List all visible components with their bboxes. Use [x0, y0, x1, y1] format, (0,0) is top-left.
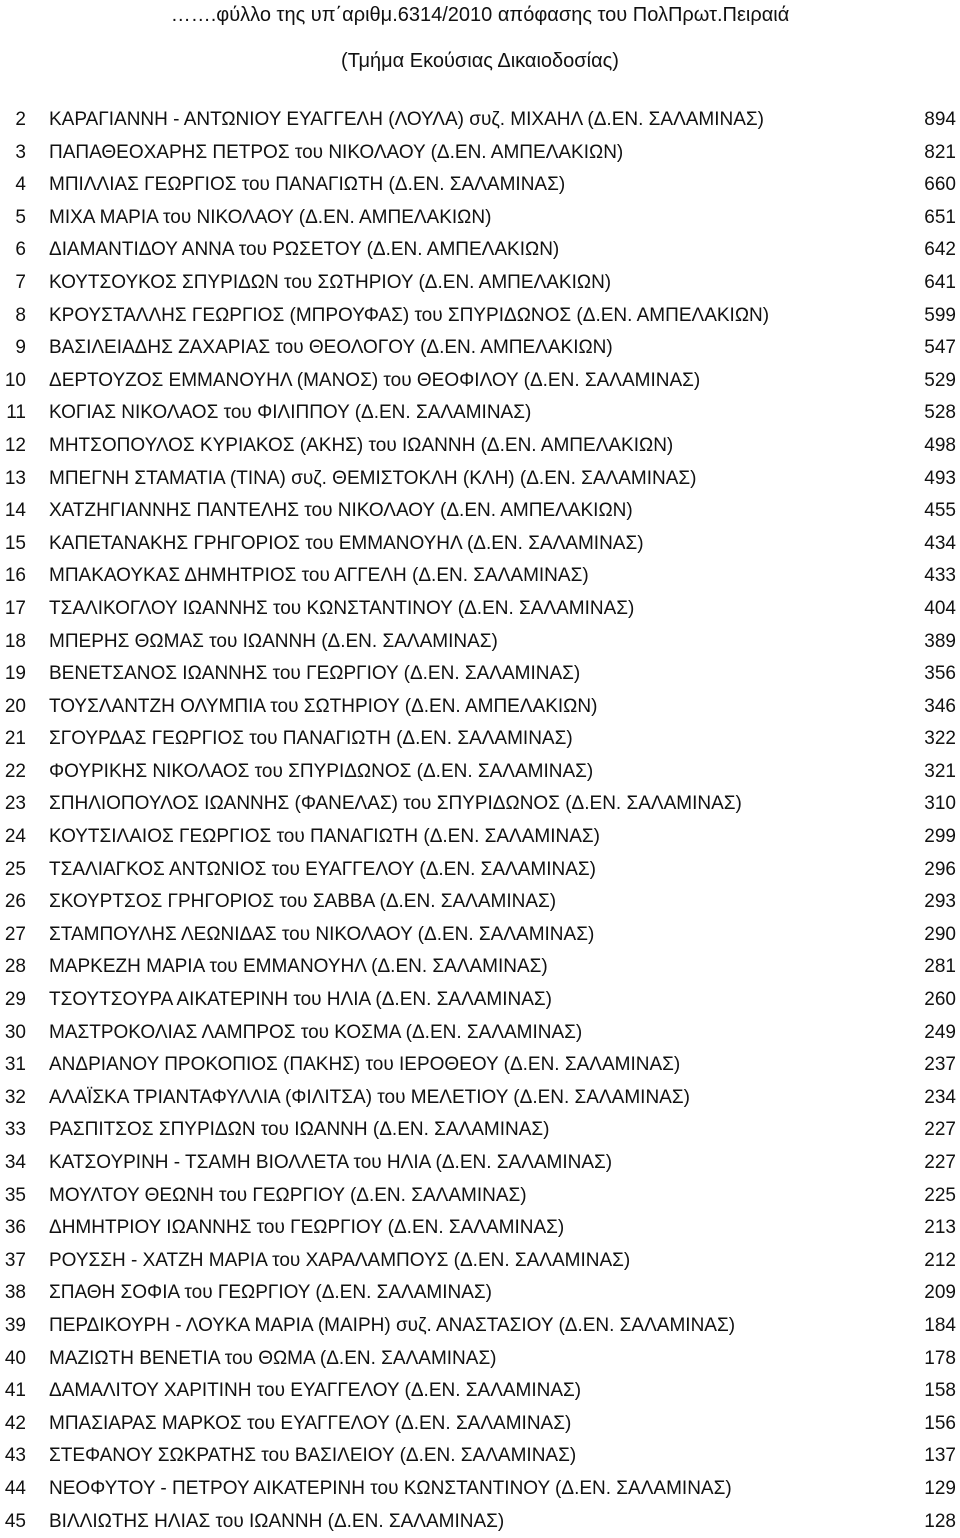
candidate-votes: 209: [924, 1282, 956, 1304]
candidate-votes: 321: [924, 760, 956, 782]
candidate-votes: 129: [924, 1477, 956, 1499]
list-item: [0, 788, 960, 821]
candidate-name: ΠΑΠΑΘΕΟΧΑΡΗΣ ΠΕΤΡΟΣ του ΝΙΚΟΛΑΟΥ (Δ.ΕΝ. ΑΜΠΕΛΑΚΙΩΝ): [49, 141, 624, 163]
candidate-rank: 23: [4, 793, 26, 815]
candidate-rank: 26: [4, 891, 26, 913]
list-item: [0, 560, 960, 593]
candidate-votes: 498: [924, 434, 956, 456]
list-item: [0, 1506, 960, 1538]
candidate-name: ΜΠΑΚΑΟΥΚΑΣ ΔΗΜΗΤΡΙΟΣ του ΑΓΓΕΛΗ (Δ.ΕΝ. ΣΑΛΑΜΙΝΑΣ): [49, 565, 589, 587]
candidate-name: ΒΑΣΙΛΕΙΑΔΗΣ ΖΑΧΑΡΙΑΣ του ΘΕΟΛΟΓΟΥ (Δ.ΕΝ. ΑΜΠΕΛΑΚΙΩΝ): [49, 337, 613, 359]
candidate-votes: 404: [924, 597, 956, 619]
candidate-votes: 178: [924, 1347, 956, 1369]
list-item: [0, 1114, 960, 1147]
candidate-votes: 234: [924, 1086, 956, 1108]
document-header-reference: …….φύλλο της υπ΄αριθμ.6314/2010 απόφασης του ΠολΠρωτ.Πειραιά: [170, 4, 790, 26]
list-item: [0, 397, 960, 430]
candidate-name: ΝΕΟΦΥΤΟΥ - ΠΕΤΡΟΥ ΑΙΚΑΤΕΡΙΝΗ του ΚΩΝΣΤΑΝΤΙΝΟΥ (Δ.ΕΝ. ΣΑΛΑΜΙΝΑΣ): [49, 1477, 732, 1499]
candidate-rank: 44: [4, 1477, 26, 1499]
candidate-votes: 128: [924, 1510, 956, 1532]
list-item: [0, 137, 960, 170]
candidate-name: ΒΕΝΕΤΣΑΝΟΣ ΙΩΑΝΝΗΣ του ΓΕΩΡΓΙΟΥ (Δ.ΕΝ. ΣΑΛΑΜΙΝΑΣ): [49, 663, 581, 685]
candidate-rank: 32: [4, 1086, 26, 1108]
list-item: [0, 1212, 960, 1245]
candidate-name: ΣΤΑΜΠΟΥΛΗΣ ΛΕΩΝΙΔΑΣ του ΝΙΚΟΛΑΟΥ (Δ.ΕΝ. ΣΑΛΑΜΙΝΑΣ): [49, 923, 595, 945]
candidate-rank: 40: [4, 1347, 26, 1369]
candidate-name: ΔΑΜΑΛΙΤΟΥ ΧΑΡΙΤΙΝΗ του ΕΥΑΓΓΕΛΟΥ (Δ.ΕΝ. ΣΑΛΑΜΙΝΑΣ): [49, 1380, 582, 1402]
candidate-name: ΜΙΧΑ ΜΑΡΙΑ του ΝΙΚΟΛΑΟΥ (Δ.ΕΝ. ΑΜΠΕΛΑΚΙΩΝ): [49, 206, 492, 228]
list-item: [0, 528, 960, 561]
candidate-name: ΜΟΥΛΤΟΥ ΘΕΩΝΗ του ΓΕΩΡΓΙΟΥ (Δ.ΕΝ. ΣΑΛΑΜΙΝΑΣ): [49, 1184, 527, 1206]
candidate-votes: 213: [924, 1217, 956, 1239]
candidate-name: ΚΑΠΕΤΑΝΑΚΗΣ ΓΡΗΓΟΡΙΟΣ του ΕΜΜΑΝΟΥΗΛ (Δ.ΕΝ. ΣΑΛΑΜΙΝΑΣ): [49, 532, 644, 554]
candidate-rank: 7: [15, 271, 26, 293]
candidate-rank: 34: [4, 1152, 26, 1173]
candidate-votes: 547: [924, 337, 956, 359]
candidate-rank: 43: [4, 1445, 26, 1467]
list-item: [0, 104, 960, 137]
list-item: [0, 495, 960, 528]
candidate-name: ΦΟΥΡΙΚΗΣ ΝΙΚΟΛΑΟΣ του ΣΠΥΡΙΔΩΝΟΣ (Δ.ΕΝ. ΣΑΛΑΜΙΝΑΣ): [49, 760, 594, 782]
candidate-name: ΔΙΑΜΑΝΤΙΔΟΥ ΑΝΝΑ του ΡΩΣΕΤΟΥ (Δ.ΕΝ. ΑΜΠΕΛΑΚΙΩΝ): [49, 239, 560, 261]
candidate-votes: 281: [924, 956, 956, 978]
candidate-rank: 4: [15, 174, 26, 196]
candidate-name: ΤΣΑΛΙΚΟΓΛΟΥ ΙΩΑΝΝΗΣ του ΚΩΝΣΤΑΝΤΙΝΟΥ (Δ.ΕΝ. ΣΑΛΑΜΙΝΑΣ): [49, 597, 635, 619]
candidate-rank: 10: [4, 369, 26, 391]
list-item: [0, 300, 960, 333]
candidate-votes: 651: [924, 206, 956, 228]
list-item: [0, 854, 960, 887]
candidate-votes: 434: [924, 532, 956, 554]
list-item: [0, 1245, 960, 1278]
list-item: [0, 1375, 960, 1408]
list-item: [0, 1017, 960, 1050]
candidate-votes: 455: [924, 500, 956, 522]
candidate-rank: 8: [15, 304, 26, 326]
document-header-department: (Τμήμα Εκούσιας Δικαιοδοσίας): [341, 50, 619, 72]
candidate-votes: 310: [924, 793, 956, 815]
candidate-rank: 12: [4, 434, 26, 456]
candidate-name: ΡΟΥΣΣΗ - ΧΑΤΖΗ ΜΑΡΙΑ του ΧΑΡΑΛΑΜΠΟΥΣ (Δ.ΕΝ. ΣΑΛΑΜΙΝΑΣ): [49, 1249, 631, 1271]
candidate-name: ΜΑΡΚΕΖΗ ΜΑΡΙΑ του ΕΜΜΑΝΟΥΗΛ (Δ.ΕΝ. ΣΑΛΑΜΙΝΑΣ): [49, 956, 548, 978]
candidate-votes: 290: [924, 923, 956, 945]
candidate-name: ΚΑΤΣΟΥΡΙΝΗ - ΤΣΑΜΗ ΒΙΟΛΛΕΤΑ του ΗΛΙΑ (Δ.ΕΝ. ΣΑΛΑΜΙΝΑΣ): [49, 1152, 613, 1173]
candidate-rank: 24: [4, 826, 26, 848]
candidate-votes: 158: [924, 1380, 956, 1402]
candidate-name: ΔΗΜΗΤΡΙΟΥ ΙΩΑΝΝΗΣ του ΓΕΩΡΓΙΟΥ (Δ.ΕΝ. ΣΑΛΑΜΙΝΑΣ): [49, 1217, 565, 1239]
candidate-rank: 37: [4, 1249, 26, 1271]
candidate-name: ΡΑΣΠΙΤΣΟΣ ΣΠΥΡΙΔΩΝ του ΙΩΑΝΝΗ (Δ.ΕΝ. ΣΑΛΑΜΙΝΑΣ): [49, 1119, 550, 1141]
candidate-rank: 11: [6, 402, 26, 424]
candidate-votes: 227: [924, 1152, 956, 1173]
candidate-rank: 42: [4, 1412, 26, 1434]
list-item: [0, 626, 960, 659]
candidate-votes: 529: [924, 369, 956, 391]
candidate-rank: 30: [4, 1021, 26, 1043]
candidate-votes: 237: [924, 1054, 956, 1076]
list-item: [0, 202, 960, 235]
list-item: [0, 658, 960, 691]
list-item: [0, 919, 960, 952]
candidate-votes: 184: [924, 1314, 956, 1336]
list-item: [0, 1310, 960, 1343]
candidate-rank: 38: [4, 1282, 26, 1304]
candidates-list: [0, 104, 960, 1538]
candidate-rank: 15: [4, 532, 26, 554]
candidate-rank: 17: [4, 597, 26, 619]
list-item: [0, 1473, 960, 1506]
candidate-rank: 18: [4, 630, 26, 652]
candidate-votes: 356: [924, 663, 956, 685]
candidate-name: ΜΠΕΡΗΣ ΘΩΜΑΣ του ΙΩΑΝΝΗ (Δ.ΕΝ. ΣΑΛΑΜΙΝΑΣ): [49, 630, 498, 652]
list-item: [0, 1408, 960, 1441]
candidate-votes: 821: [924, 141, 956, 163]
candidate-votes: 493: [924, 467, 956, 489]
list-item: [0, 365, 960, 398]
candidate-votes: 156: [924, 1412, 956, 1434]
candidate-name: ΣΓΟΥΡΔΑΣ ΓΕΩΡΓΙΟΣ του ΠΑΝΑΓΙΩΤΗ (Δ.ΕΝ. ΣΑΛΑΜΙΝΑΣ): [49, 728, 573, 750]
candidate-votes: 641: [924, 271, 956, 293]
candidate-votes: 433: [924, 565, 956, 587]
candidate-rank: 22: [4, 760, 26, 782]
list-item: [0, 1147, 960, 1180]
candidate-name: ΜΠΑΣΙΑΡΑΣ ΜΑΡΚΟΣ του ΕΥΑΓΓΕΛΟΥ (Δ.ΕΝ. ΣΑΛΑΜΙΝΑΣ): [49, 1412, 572, 1434]
candidate-rank: 14: [4, 500, 26, 522]
candidate-name: ΔΕΡΤΟΥΖΟΣ ΕΜΜΑΝΟΥΗΛ (ΜΑΝΟΣ) του ΘΕΟΦΙΛΟΥ (Δ.ΕΝ. ΣΑΛΑΜΙΝΑΣ): [49, 369, 701, 391]
list-item: [0, 1440, 960, 1473]
list-item: [0, 691, 960, 724]
candidate-votes: 212: [924, 1249, 956, 1271]
candidate-votes: 660: [924, 174, 956, 196]
candidate-rank: 25: [4, 858, 26, 880]
candidate-name: ΚΟΥΤΣΟΥΚΟΣ ΣΠΥΡΙΔΩΝ του ΣΩΤΗΡΙΟΥ (Δ.ΕΝ. ΑΜΠΕΛΑΚΙΩΝ): [49, 271, 612, 293]
candidate-votes: 599: [924, 304, 956, 326]
candidate-rank: 41: [4, 1380, 26, 1402]
list-item: [0, 169, 960, 202]
candidate-rank: 33: [4, 1119, 26, 1141]
candidate-rank: 39: [4, 1314, 26, 1336]
candidate-votes: 137: [924, 1445, 956, 1467]
candidate-rank: 21: [4, 728, 26, 750]
candidate-votes: 346: [924, 695, 956, 717]
candidate-votes: 293: [924, 891, 956, 913]
candidate-rank: 13: [4, 467, 26, 489]
candidate-name: ΚΟΥΤΣΙΛΑΙΟΣ ΓΕΩΡΓΙΟΣ του ΠΑΝΑΓΙΩΤΗ (Δ.ΕΝ. ΣΑΛΑΜΙΝΑΣ): [49, 826, 600, 848]
candidate-rank: 9: [15, 337, 26, 359]
list-item: [0, 723, 960, 756]
candidate-name: ΣΠΗΛΙΟΠΟΥΛΟΣ ΙΩΑΝΝΗΣ (ΦΑΝΕΛΑΣ) του ΣΠΥΡΙΔΩΝΟΣ (Δ.ΕΝ. ΣΑΛΑΜΙΝΑΣ): [49, 793, 742, 815]
candidate-votes: 299: [924, 826, 956, 848]
candidate-name: ΜΑΣΤΡΟΚΟΛΙΑΣ ΛΑΜΠΡΟΣ του ΚΟΣΜΑ (Δ.ΕΝ. ΣΑΛΑΜΙΝΑΣ): [49, 1021, 583, 1043]
candidate-votes: 249: [924, 1021, 956, 1043]
list-item: [0, 1082, 960, 1115]
candidate-name: ΣΤΕΦΑΝΟΥ ΣΩΚΡΑΤΗΣ του ΒΑΣΙΛΕΙΟΥ (Δ.ΕΝ. ΣΑΛΑΜΙΝΑΣ): [49, 1445, 577, 1467]
list-item: [0, 984, 960, 1017]
candidate-name: ΤΣΟΥΤΣΟΥΡΑ ΑΙΚΑΤΕΡΙΝΗ του ΗΛΙΑ (Δ.ΕΝ. ΣΑΛΑΜΙΝΑΣ): [49, 989, 553, 1011]
candidate-name: ΤΟΥΣΛΑΝΤΖΗ ΟΛΥΜΠΙΑ του ΣΩΤΗΡΙΟΥ (Δ.ΕΝ. ΑΜΠΕΛΑΚΙΩΝ): [49, 695, 598, 717]
candidate-rank: 3: [15, 141, 26, 163]
candidate-votes: 642: [924, 239, 956, 261]
candidate-name: ΜΠΙΛΛΙΑΣ ΓΕΩΡΓΙΟΣ του ΠΑΝΑΓΙΩΤΗ (Δ.ΕΝ. ΣΑΛΑΜΙΝΑΣ): [49, 174, 566, 196]
list-item: [0, 1049, 960, 1082]
candidate-rank: 35: [4, 1184, 26, 1206]
candidate-votes: 225: [924, 1184, 956, 1206]
candidate-name: ΚΟΓΙΑΣ ΝΙΚΟΛΑΟΣ του ΦΙΛΙΠΠΟΥ (Δ.ΕΝ. ΣΑΛΑΜΙΝΑΣ): [49, 402, 532, 424]
candidate-votes: 322: [924, 728, 956, 750]
candidate-name: ΤΣΑΛΙΑΓΚΟΣ ΑΝΤΩΝΙΟΣ του ΕΥΑΓΓΕΛΟΥ (Δ.ΕΝ. ΣΑΛΑΜΙΝΑΣ): [49, 858, 596, 880]
candidate-name: ΚΑΡΑΓΙΑΝΝΗ - ΑΝΤΩΝΙΟΥ ΕΥΑΓΓΕΛΗ (ΛΟΥΛΑ) συζ. ΜΙΧΑΗΛ (Δ.ΕΝ. ΣΑΛΑΜΙΝΑΣ): [49, 109, 765, 130]
candidate-rank: 19: [4, 663, 26, 685]
candidate-rank: 16: [4, 565, 26, 587]
list-item: [0, 593, 960, 626]
candidate-votes: 894: [924, 109, 956, 130]
candidate-rank: 6: [15, 239, 26, 261]
list-item: [0, 267, 960, 300]
candidate-votes: 389: [924, 630, 956, 652]
list-item: [0, 821, 960, 854]
list-item: [0, 886, 960, 919]
candidate-votes: 296: [924, 858, 956, 880]
list-item: [0, 951, 960, 984]
candidate-name: ΜΑΖΙΩΤΗ ΒΕΝΕΤΙΑ του ΘΩΜΑ (Δ.ΕΝ. ΣΑΛΑΜΙΝΑΣ): [49, 1347, 497, 1369]
candidate-name: ΑΛΑΪΣΚΑ ΤΡΙΑΝΤΑΦΥΛΛΙΑ (ΦΙΛΙΤΣΑ) του ΜΕΛΕΤΙΟΥ (Δ.ΕΝ. ΣΑΛΑΜΙΝΑΣ): [49, 1086, 690, 1108]
candidate-rank: 2: [15, 109, 26, 130]
candidate-votes: 260: [924, 989, 956, 1011]
candidate-rank: 36: [4, 1217, 26, 1239]
candidate-name: ΣΠΑΘΗ ΣΟΦΙΑ του ΓΕΩΡΓΙΟΥ (Δ.ΕΝ. ΣΑΛΑΜΙΝΑΣ): [49, 1282, 492, 1304]
candidate-rank: 29: [4, 989, 26, 1011]
candidate-name: ΠΕΡΔΙΚΟΥΡΗ - ΛΟΥΚΑ ΜΑΡΙΑ (ΜΑΙΡΗ) συζ. ΑΝΑΣΤΑΣΙΟΥ (Δ.ΕΝ. ΣΑΛΑΜΙΝΑΣ): [49, 1314, 736, 1336]
list-item: [0, 463, 960, 496]
list-item: [0, 1277, 960, 1310]
candidate-rank: 31: [4, 1054, 26, 1076]
list-item: [0, 430, 960, 463]
candidate-rank: 20: [4, 695, 26, 717]
candidate-name: ΣΚΟΥΡΤΣΟΣ ΓΡΗΓΟΡΙΟΣ του ΣΑΒΒΑ (Δ.ΕΝ. ΣΑΛΑΜΙΝΑΣ): [49, 891, 557, 913]
candidate-rank: 28: [4, 956, 26, 978]
candidate-name: ΑΝΔΡΙΑΝΟΥ ΠΡΟΚΟΠΙΟΣ (ΠΑΚΗΣ) του ΙΕΡΟΘΕΟΥ (Δ.ΕΝ. ΣΑΛΑΜΙΝΑΣ): [49, 1054, 681, 1076]
list-item: [0, 1180, 960, 1213]
list-item: [0, 756, 960, 789]
candidate-name: ΜΗΤΣΟΠΟΥΛΟΣ ΚΥΡΙΑΚΟΣ (ΑΚΗΣ) του ΙΩΑΝΝΗ (Δ.ΕΝ. ΑΜΠΕΛΑΚΙΩΝ): [49, 434, 674, 456]
list-item: [0, 234, 960, 267]
candidate-votes: 528: [924, 402, 956, 424]
candidate-rank: 45: [4, 1510, 26, 1532]
list-item: [0, 1343, 960, 1376]
candidate-name: ΒΙΛΛΙΩΤΗΣ ΗΛΙΑΣ του ΙΩΑΝΝΗ (Δ.ΕΝ. ΣΑΛΑΜΙΝΑΣ): [49, 1510, 505, 1532]
candidate-rank: 27: [4, 923, 26, 945]
candidate-rank: 5: [15, 206, 26, 228]
candidate-votes: 227: [924, 1119, 956, 1141]
candidate-name: ΚΡΟΥΣΤΑΛΛΗΣ ΓΕΩΡΓΙΟΣ (ΜΠΡΟΥΦΑΣ) του ΣΠΥΡΙΔΩΝΟΣ (Δ.ΕΝ. ΑΜΠΕΛΑΚΙΩΝ): [49, 304, 770, 326]
candidate-name: ΧΑΤΖΗΓΙΑΝΝΗΣ ΠΑΝΤΕΛΗΣ του ΝΙΚΟΛΑΟΥ (Δ.ΕΝ. ΑΜΠΕΛΑΚΙΩΝ): [49, 500, 633, 522]
candidate-name: ΜΠΕΓΝΗ ΣΤΑΜΑΤΙΑ (ΤΙΝΑ) συζ. ΘΕΜΙΣΤΟΚΛΗ (ΚΛΗ) (Δ.ΕΝ. ΣΑΛΑΜΙΝΑΣ): [49, 467, 697, 489]
list-item: [0, 332, 960, 365]
